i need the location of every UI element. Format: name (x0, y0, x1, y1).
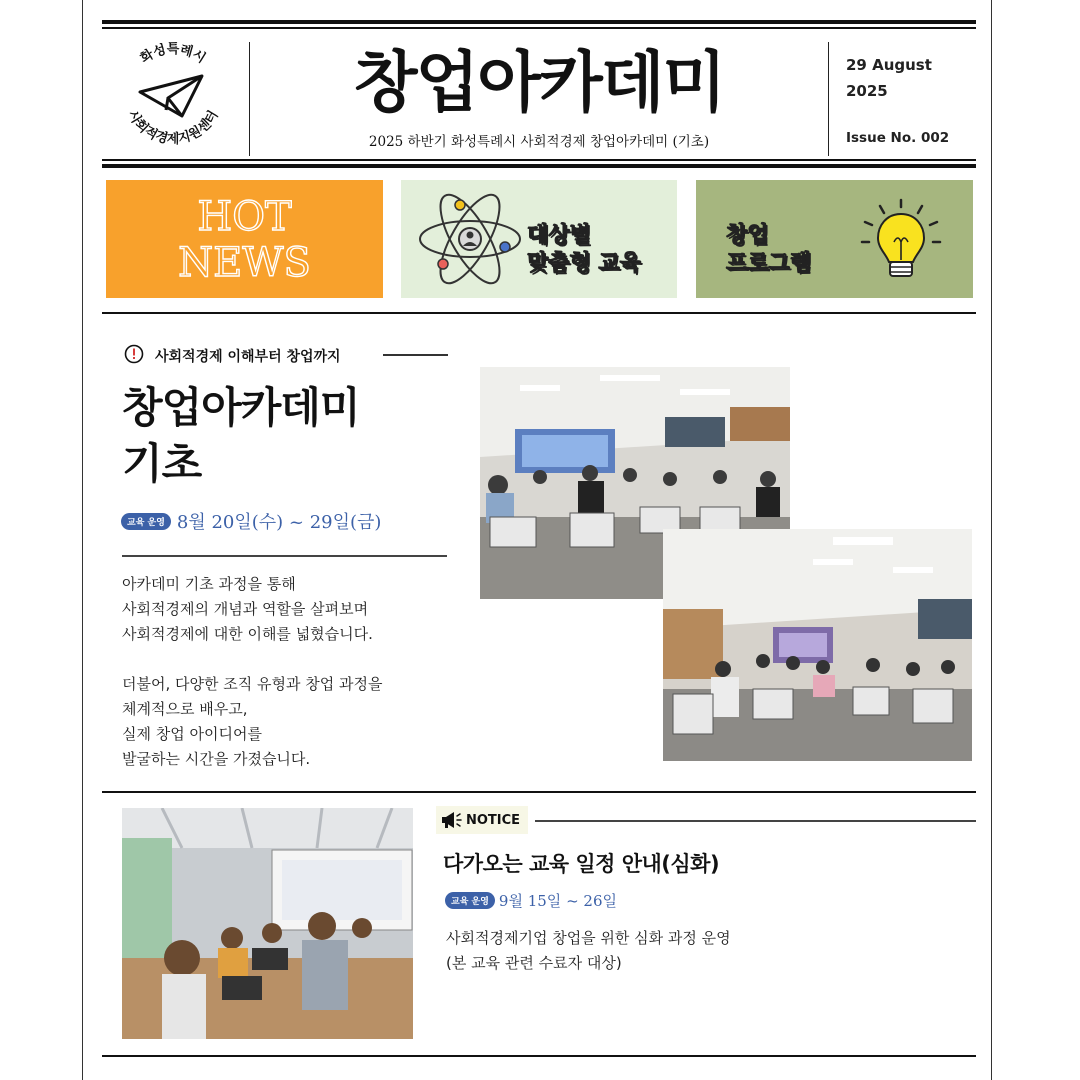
article-paragraph-2: 더불어, 다양한 조직 유형과 창업 과정을 체계적으로 배우고, 실제 창업 아이디어를 발굴하는 시간을 가졌습니다. (122, 675, 383, 768)
article-schedule (121, 508, 381, 534)
section-rule-3 (102, 1055, 976, 1057)
article-paragraph-1: 아카데미 기초 과정을 통해 사회적경제의 개념과 역할을 살펴보며 사회적경제에 대한 이해를 넓혔습니다. (122, 575, 373, 643)
section-rule-2 (102, 791, 976, 793)
notice-tag: NOTICE (436, 806, 528, 834)
notice-schedule (445, 890, 617, 911)
tailored-education-banner (401, 180, 677, 298)
article-date: 8월 20일(수) ~ 29일(금) (176, 512, 382, 533)
startup-program-label: 창업 프로그램 (726, 223, 812, 276)
article-kicker: 사회적경제 이해부터 창업까지 (155, 349, 341, 365)
page-border-right (991, 0, 992, 1080)
notice-rule (535, 820, 976, 822)
newsletter-subtitle: 2025 하반기 화성특례시 사회적경제 창업아카데미 (기초) (368, 134, 710, 150)
notice-title: 다가오는 교육 일정 안내(심화) (443, 852, 720, 876)
masthead-rule-bottom (102, 164, 976, 168)
svg-text:사회적경제지원센터: 사회적경제지원센터 (124, 108, 222, 147)
issue-date: 29 August 2025 (846, 56, 932, 100)
page-border-left (82, 0, 83, 1080)
lecture-hall-photo (122, 808, 413, 1039)
paper-plane-icon (140, 76, 202, 116)
hot-news-banner (106, 180, 383, 298)
status-badge: 교육 운영 (445, 892, 495, 909)
masthead-rule-top-thin (102, 27, 976, 29)
hot-news-label: HOT NEWS (178, 194, 311, 286)
classroom-photo-2 (663, 529, 972, 761)
section-rule-1 (102, 312, 976, 314)
masthead-divider-right (828, 42, 829, 156)
article-title: 창업아카데미 기초 (122, 383, 360, 488)
notice-body: 사회적경제기업 창업을 위한 심화 과정 운영 (본 교육 관련 수료자 대상) (446, 929, 731, 972)
status-badge: 교육 운영 (121, 513, 171, 530)
atom-icon (415, 190, 525, 288)
lightbulb-icon (856, 196, 946, 286)
notice-date: 9월 15일 ~ 26일 (498, 892, 617, 910)
kicker-rule (383, 354, 448, 356)
article-rule (122, 555, 447, 557)
masthead-rule-bottom-thin (102, 159, 976, 161)
svg-text:화성특례시: 화성특례시 (137, 42, 209, 67)
tailored-education-label: 대상별 맞춤형 교육 (527, 223, 641, 276)
megaphone-icon (440, 811, 462, 829)
newsletter-title: 창업아카데미 (353, 44, 725, 121)
alert-icon (124, 344, 144, 364)
masthead-rule-top (102, 20, 976, 24)
startup-program-banner (696, 180, 973, 298)
issue-number: Issue No. 002 (846, 130, 950, 146)
center-logo (110, 36, 236, 156)
